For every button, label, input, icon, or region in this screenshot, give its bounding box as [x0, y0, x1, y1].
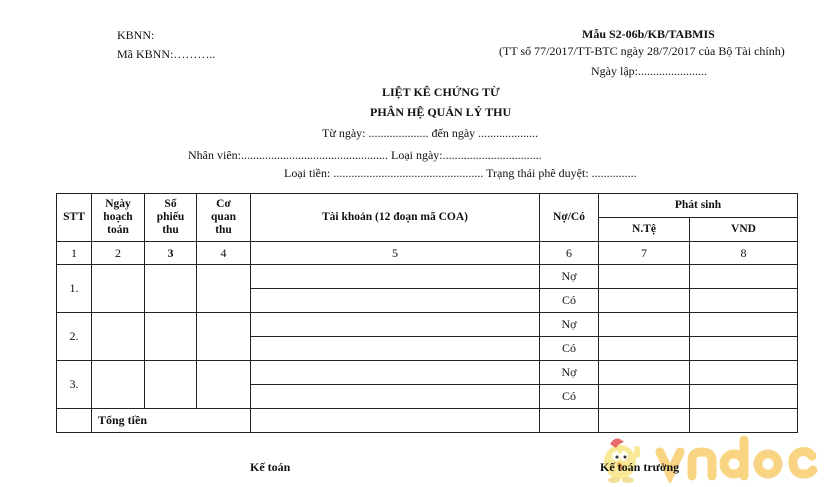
cell-debit-credit: Có	[540, 337, 599, 361]
header-vnd: VND	[690, 218, 798, 242]
cell-debit-credit: Nợ	[540, 313, 599, 337]
cell-foreign-amount[interactable]	[599, 337, 690, 361]
currency-status-field: Loại tiền: .................................................. Trạng thái phê duyệt: ...............	[284, 166, 637, 180]
column-number-row	[57, 242, 798, 265]
column-number: 1	[57, 242, 92, 265]
document-subtitle: PHÂN HỆ QUẢN LÝ THU	[370, 105, 512, 119]
total-foreign-amount[interactable]	[599, 409, 690, 433]
cell-account[interactable]	[251, 385, 540, 409]
cell-receipt-number[interactable]	[145, 361, 197, 409]
header-text: thu	[162, 224, 179, 236]
cell-collecting-agency[interactable]	[197, 265, 251, 313]
header-text: toán	[107, 224, 129, 236]
cell-account[interactable]	[251, 265, 540, 289]
total-account-cell[interactable]	[251, 409, 540, 433]
cell-collecting-agency[interactable]	[197, 361, 251, 409]
kbnn-label: KBNN:	[117, 28, 155, 42]
total-vnd-amount[interactable]	[690, 409, 798, 433]
column-number: 6	[540, 242, 599, 265]
total-label: Tổng tiền	[92, 409, 251, 433]
cell-collecting-agency[interactable]	[197, 313, 251, 361]
row-stt: 3.	[57, 361, 92, 409]
cell-vnd-amount[interactable]	[690, 265, 798, 289]
cell-account[interactable]	[251, 313, 540, 337]
cell-posting-date[interactable]	[92, 265, 145, 313]
header-foreign-currency: N.Tệ	[599, 218, 690, 242]
header-text: Cơ	[216, 198, 231, 210]
column-number: 3	[145, 242, 197, 265]
header-receipt-number	[145, 194, 197, 242]
chicken-mascot-icon	[596, 432, 824, 483]
column-number: 7	[599, 242, 690, 265]
chief-accountant-signature-label: Kế toán trưởng	[600, 460, 680, 474]
document-title: LIỆT KÊ CHỨNG TỪ	[382, 85, 500, 99]
date-range-field: Từ ngày: .................... đến ngày ....................	[322, 126, 539, 140]
cell-debit-credit: Nợ	[540, 265, 599, 289]
table-row	[57, 265, 798, 289]
header-text: Số	[164, 198, 177, 210]
header-text: thu	[215, 224, 232, 236]
accountant-signature-label: Kế toán	[250, 460, 291, 474]
header-text: phiếu	[156, 211, 185, 223]
column-number: 2	[92, 242, 145, 265]
cell-posting-date[interactable]	[92, 313, 145, 361]
cell-account[interactable]	[251, 361, 540, 385]
total-debit-credit-cell[interactable]	[540, 409, 599, 433]
cell-foreign-amount[interactable]	[599, 361, 690, 385]
form-code: Mẫu S2-06b/KB/TABMIS	[582, 27, 715, 41]
header-amount-arising: Phát sinh	[599, 194, 798, 218]
total-stt-cell	[57, 409, 92, 433]
cell-account[interactable]	[251, 337, 540, 361]
cell-vnd-amount[interactable]	[690, 385, 798, 409]
table-row	[57, 313, 798, 337]
cell-foreign-amount[interactable]	[599, 289, 690, 313]
table-row	[57, 361, 798, 385]
cell-debit-credit: Nợ	[540, 361, 599, 385]
cell-vnd-amount[interactable]	[690, 313, 798, 337]
date-created-field: Ngày lập:.......................	[591, 64, 707, 78]
cell-account[interactable]	[251, 289, 540, 313]
cell-vnd-amount[interactable]	[690, 289, 798, 313]
cell-foreign-amount[interactable]	[599, 385, 690, 409]
header-collecting-agency	[197, 194, 251, 242]
cell-foreign-amount[interactable]	[599, 265, 690, 289]
staff-date-type-field: Nhân viên:................................................. Loại ngày:.................................	[188, 148, 542, 162]
header-debit-credit: Nợ/Có	[540, 194, 599, 242]
header-text: hoạch	[103, 211, 133, 223]
row-stt: 2.	[57, 313, 92, 361]
column-number: 4	[197, 242, 251, 265]
cell-receipt-number[interactable]	[145, 265, 197, 313]
column-number: 8	[690, 242, 798, 265]
header-posting-date	[92, 194, 145, 242]
column-number: 5	[251, 242, 540, 265]
header-text: Ngày	[105, 198, 131, 210]
total-row	[57, 409, 798, 433]
cell-debit-credit: Có	[540, 289, 599, 313]
voucher-list-table	[56, 193, 798, 433]
legal-basis: (TT số 77/2017/TT-BTC ngày 28/7/2017 của Bộ Tài chính)	[499, 44, 785, 58]
cell-vnd-amount[interactable]	[690, 361, 798, 385]
cell-vnd-amount[interactable]	[690, 337, 798, 361]
cell-posting-date[interactable]	[92, 361, 145, 409]
header-text: quan	[211, 211, 236, 223]
ma-kbnn-label: Mã KBNN:………..	[117, 47, 216, 61]
row-stt: 1.	[57, 265, 92, 313]
cell-receipt-number[interactable]	[145, 313, 197, 361]
vndoc-watermark	[596, 432, 824, 483]
header-stt: STT	[57, 194, 92, 242]
cell-debit-credit: Có	[540, 385, 599, 409]
header-account: Tài khoản (12 đoạn mã COA)	[251, 194, 540, 242]
cell-foreign-amount[interactable]	[599, 313, 690, 337]
